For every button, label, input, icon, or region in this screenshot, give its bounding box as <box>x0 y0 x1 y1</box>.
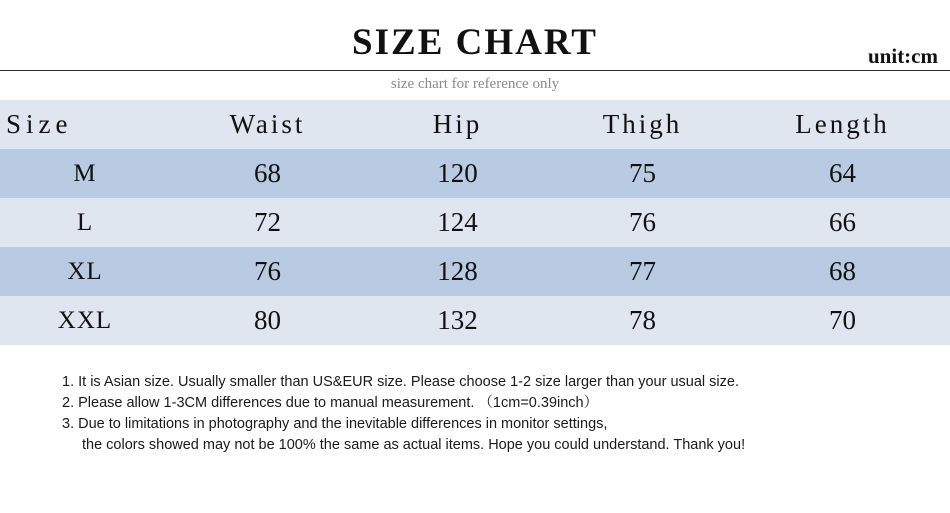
cell-hip: 132 <box>365 296 550 345</box>
size-table-container <box>0 100 950 345</box>
notes-section <box>62 372 942 456</box>
note-line-3: 3. Due to limitations in photography and the inevitable differences in monitor settings, <box>62 416 608 432</box>
column-header-hip: Hip <box>365 100 550 149</box>
cell-hip: 120 <box>365 149 550 198</box>
cell-length: 68 <box>735 247 950 296</box>
header-divider <box>0 70 950 71</box>
cell-length: 70 <box>735 296 950 345</box>
size-table <box>0 100 950 345</box>
column-header-waist: Waist <box>170 100 365 149</box>
cell-waist: 76 <box>170 247 365 296</box>
cell-waist: 72 <box>170 198 365 247</box>
column-header-thigh: Thigh <box>550 100 735 149</box>
cell-size: M <box>0 149 170 198</box>
cell-length: 66 <box>735 198 950 247</box>
cell-waist: 68 <box>170 149 365 198</box>
note-line-2: 2. Please allow 1-3CM differences due to manual measurement. （1cm=0.39inch） <box>62 395 599 411</box>
cell-thigh: 76 <box>550 198 735 247</box>
table-header <box>0 100 950 149</box>
header <box>0 0 950 92</box>
note-line-4: the colors showed may not be 100% the same as actual items. Hope you could understand. Thank you! <box>82 437 746 453</box>
table-row <box>0 198 950 247</box>
note-line-1: 1. It is Asian size. Usually smaller than US&EUR size. Please choose 1-2 size larger than your usual size. <box>62 374 739 390</box>
column-header-size: Size <box>0 100 170 149</box>
table-row <box>0 247 950 296</box>
cell-thigh: 77 <box>550 247 735 296</box>
cell-length: 64 <box>735 149 950 198</box>
page-title: SIZE CHART <box>352 22 598 63</box>
table-body <box>0 149 950 345</box>
column-header-length: Length <box>735 100 950 149</box>
cell-hip: 124 <box>365 198 550 247</box>
cell-size: XXL <box>0 296 170 345</box>
cell-size: L <box>0 198 170 247</box>
table-row <box>0 149 950 198</box>
unit-label: unit:cm <box>868 44 938 68</box>
cell-thigh: 78 <box>550 296 735 345</box>
table-row <box>0 296 950 345</box>
cell-thigh: 75 <box>550 149 735 198</box>
cell-hip: 128 <box>365 247 550 296</box>
table-header-row <box>0 100 950 149</box>
page-subtitle: size chart for reference only <box>390 76 560 92</box>
cell-waist: 80 <box>170 296 365 345</box>
cell-size: XL <box>0 247 170 296</box>
